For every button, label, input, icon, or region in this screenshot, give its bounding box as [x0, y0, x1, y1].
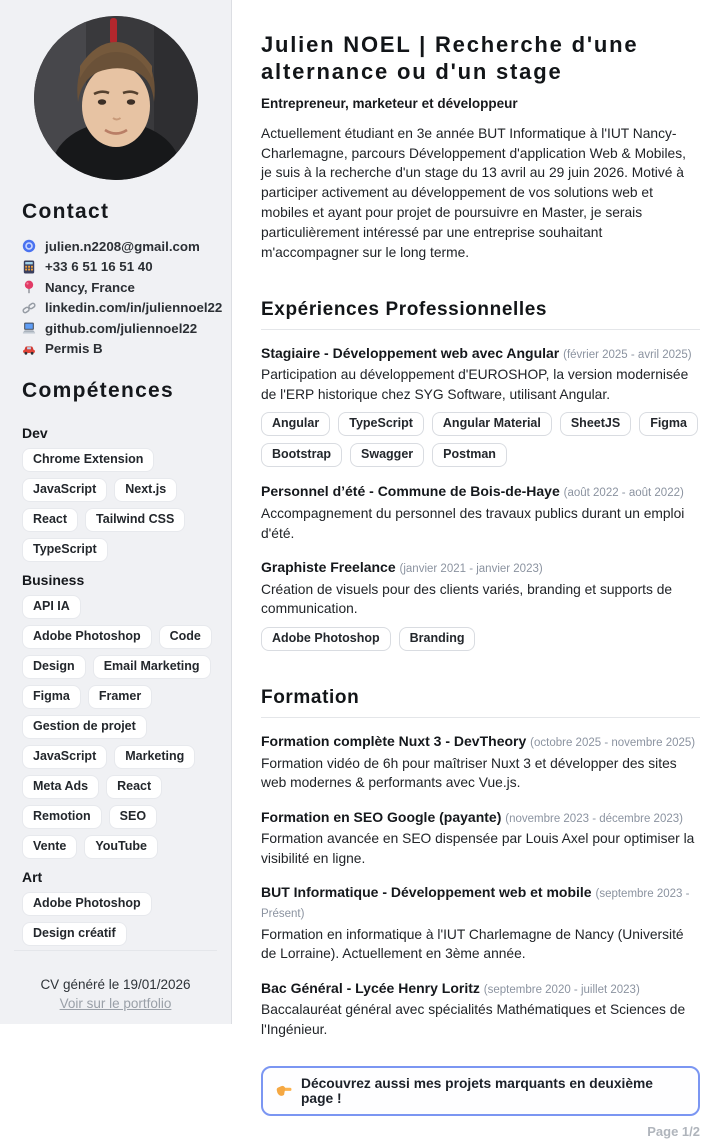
contact-item[interactable] [22, 236, 217, 257]
skill-tag: Chrome Extension [22, 448, 154, 472]
skill-group-label: Art [22, 869, 43, 885]
entry-tag: SheetJS [560, 412, 631, 436]
skill-tag: React [22, 508, 78, 532]
second-page-callout[interactable] [261, 1066, 700, 1116]
cv-entry [261, 344, 700, 468]
entry-tag-row [261, 412, 700, 467]
laptop-icon [22, 321, 36, 335]
entry-tag: Angular [261, 412, 330, 436]
skill-tag: Meta Ads [22, 775, 99, 799]
entry-dates: (novembre 2023 - décembre 2023) [505, 812, 683, 825]
skill-tag: Framer [88, 685, 152, 709]
page-indicator: Page 1/2 [647, 1123, 700, 1139]
contact-item [22, 277, 217, 298]
skill-tag: Gestion de projet [22, 715, 147, 739]
skill-tag: Vente [22, 835, 77, 859]
cv-entry [261, 732, 700, 793]
entry-dates: (septembre 2023 - Présent) [261, 888, 690, 921]
portfolio-link[interactable]: Voir sur le portfolio [59, 996, 172, 1011]
cv-sections [261, 299, 700, 1040]
entry-description: Baccalauréat général avec spécialités Mathématiques et Sciences de l'Ingénieur. [261, 1002, 686, 1037]
entry-title: BUT Informatique - Développement web et mobile (septembre 2023 - Présent) [261, 884, 690, 921]
main-content [232, 0, 727, 1139]
entry-tag: TypeScript [338, 412, 424, 436]
contact-heading: Contact [22, 200, 110, 223]
entry-description: Formation en informatique à l'IUT Charlemagne de Nancy (Université de Lorraine). Actuellement en 3ème année. [261, 926, 684, 962]
cv-summary: Actuellement étudiant en 3e année BUT Informatique à l'IUT Nancy-Charlemagne, parcours Développement d'application Web & Mobiles, je suis à la recherche d'un stage du 13 avril au 29 juin 2026. Motivé à participer activement au développement de vos solutions web et mobiles et ayant pour projet de poursuivre en Master, je serais particulièrement intéressé par une entreprise souhaitant m'accompagner sur le long terme. [261, 125, 686, 260]
entry-dates: (octobre 2025 - novembre 2025) [530, 736, 696, 749]
entry-title: Graphiste Freelance (janvier 2021 - janvier 2023) [261, 559, 543, 576]
cv-title: Julien NOEL | Recherche d'une alternance ou d'un stage [261, 32, 639, 84]
skill-tag: React [106, 775, 162, 799]
cv-section [261, 687, 700, 1040]
email-icon [22, 239, 36, 253]
cv-entry [261, 808, 700, 869]
section-heading: Expériences Professionnelles [261, 299, 700, 330]
skill-tag: Tailwind CSS [85, 508, 185, 532]
skill-tag: SEO [109, 805, 157, 829]
entry-tag-row [261, 627, 700, 651]
contact-item[interactable] [22, 298, 223, 319]
cv-entry [261, 883, 700, 963]
skill-group-label: Dev [22, 425, 48, 441]
skill-tag: JavaScript [22, 478, 107, 502]
cv-entry [261, 558, 700, 651]
skill-tag: Adobe Photoshop [22, 892, 152, 916]
contact-item-text: github.com/juliennoel22 [45, 320, 198, 336]
entry-description: Création de visuels pour des clients variés, branding et supports de communication. [261, 581, 673, 617]
entry-tag: Swagger [350, 443, 424, 467]
entry-tag: Angular Material [432, 412, 552, 436]
contact-item-text: julien.n2208@gmail.com [45, 238, 200, 254]
contact-item [22, 257, 217, 278]
skill-tag-row [22, 448, 217, 562]
sidebar-footer [14, 950, 217, 1013]
skill-tag: Design [22, 655, 86, 679]
skill-tag: JavaScript [22, 745, 107, 769]
entry-tag: Adobe Photoshop [261, 627, 391, 651]
entry-description: Formation avancée en SEO dispensée par Louis Axel pour optimiser la visibilité en ligne. [261, 831, 695, 866]
entry-description: Formation vidéo de 6h pour maîtriser Nuxt 3 et développer des sites web modernes & performants avec Vue.js. [261, 755, 677, 791]
cv-entry [261, 979, 700, 1040]
contact-item-text: Permis B [45, 341, 103, 357]
entry-tag: Bootstrap [261, 443, 342, 467]
skill-tag: TypeScript [22, 538, 108, 562]
contact-list [22, 236, 223, 359]
skill-group-label: Business [22, 572, 85, 588]
entry-tag: Postman [432, 443, 507, 467]
contact-item-text: linkedin.com/in/juliennoel22 [45, 300, 223, 316]
skill-tag: Design créatif [22, 922, 127, 946]
entry-dates: (septembre 2020 - juillet 2023) [483, 983, 640, 996]
entry-description: Participation au développement d'EUROSHOP, la version modernisée de l'ERP historique chez SYG Software, utilisant Angular. [261, 367, 689, 402]
skills-heading: Compétences [22, 379, 175, 402]
contact-item-text: +33 6 51 16 51 40 [45, 259, 153, 275]
link-icon [22, 301, 36, 315]
entry-title: Bac Général - Lycée Henry Loritz (septembre 2020 - juillet 2023) [261, 979, 640, 996]
contact-item[interactable] [22, 318, 217, 339]
pointing-hand-icon [275, 1082, 292, 1099]
entry-tag: Figma [639, 412, 698, 436]
callout-text: Découvrez aussi mes projets marquants en deuxième page ! [301, 1075, 653, 1106]
entry-title: Personnel d’été - Commune de Bois-de-Haye (août 2022 - août 2022) [261, 483, 684, 500]
entry-dates: (août 2022 - août 2022) [563, 487, 684, 500]
skill-tag-row [22, 595, 217, 859]
skill-tag: Marketing [114, 745, 195, 769]
skill-tag: Remotion [22, 805, 102, 829]
skill-tag: Figma [22, 685, 81, 709]
skill-tag: Email Marketing [93, 655, 211, 679]
skill-tag: Adobe Photoshop [22, 625, 152, 649]
profile-photo-wrap [14, 16, 217, 180]
cv-section [261, 299, 700, 651]
profile-photo [34, 16, 198, 180]
skill-tag-row [22, 892, 217, 946]
skill-tag: Next.js [114, 478, 177, 502]
entry-dates: (janvier 2021 - janvier 2023) [399, 563, 543, 576]
car-icon [22, 342, 36, 356]
entry-title: Stagiaire - Développement web avec Angular (février 2025 - avril 2025) [261, 344, 692, 361]
entry-tag: Branding [399, 627, 476, 651]
portrait-illustration [34, 16, 198, 180]
location-icon [22, 280, 36, 294]
contact-item-text: Nancy, France [45, 279, 135, 295]
skill-tag: YouTube [84, 835, 158, 859]
contact-item [22, 339, 217, 360]
entry-dates: (février 2025 - avril 2025) [563, 348, 692, 361]
sidebar [0, 0, 232, 1024]
skills-groups [22, 415, 217, 950]
skill-tag: API IA [22, 595, 81, 619]
cv-subtitle: Entrepreneur, marketeur et développeur [261, 95, 518, 111]
section-heading: Formation [261, 687, 700, 718]
phone-icon [22, 260, 36, 274]
entry-title: Formation complète Nuxt 3 - DevTheory (octobre 2025 - novembre 2025) [261, 732, 696, 749]
cv-generated-date: CV généré le 19/01/2026 [40, 977, 191, 992]
entry-title: Formation en SEO Google (payante) (novembre 2023 - décembre 2023) [261, 808, 683, 825]
cv-entry [261, 482, 700, 543]
entry-description: Accompagnement du personnel des travaux publics durant un emploi d'été. [261, 506, 685, 541]
skill-tag: Code [159, 625, 212, 649]
